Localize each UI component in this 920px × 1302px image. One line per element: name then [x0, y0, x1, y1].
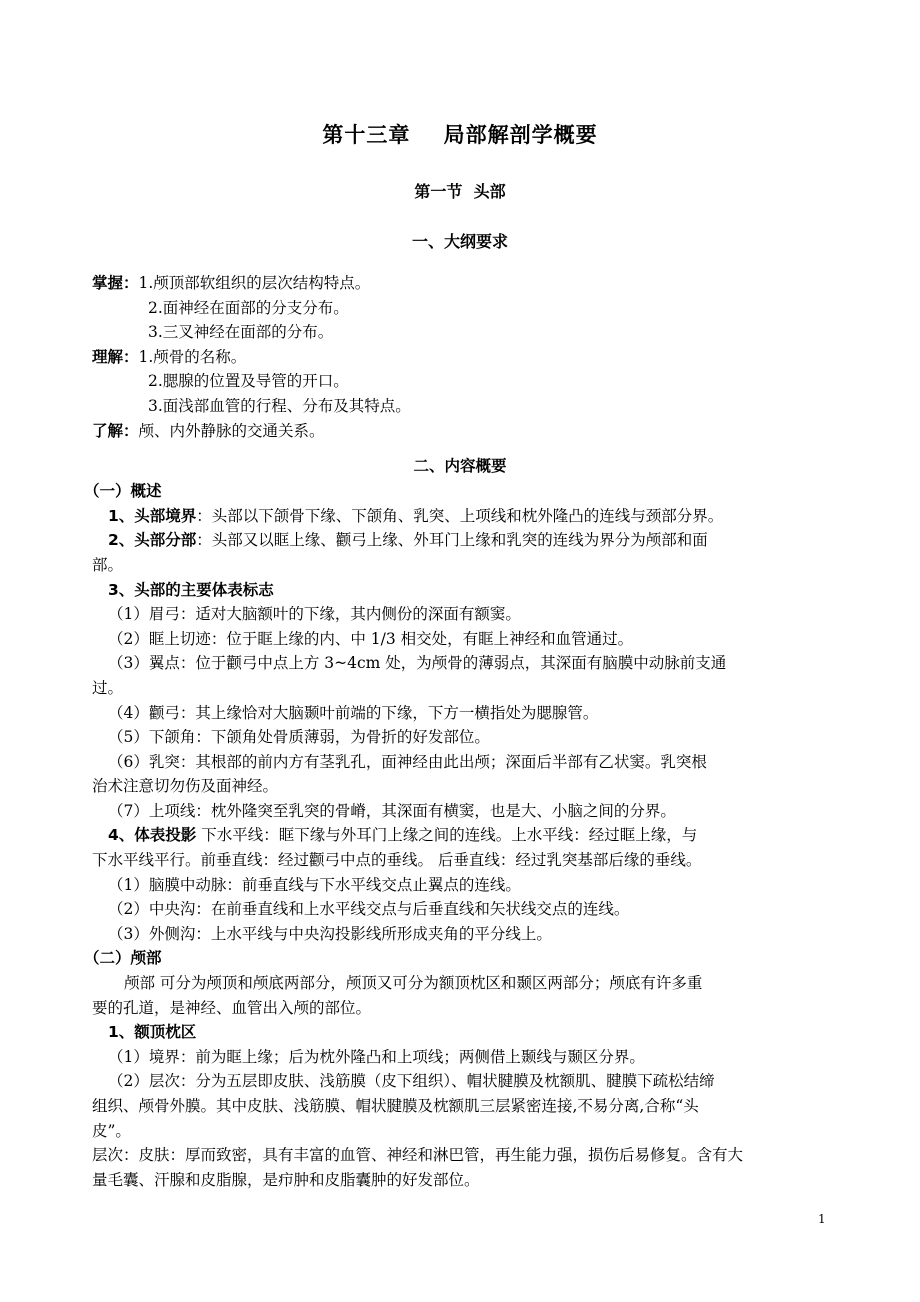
overview-heading: （一）概述 — [84, 482, 162, 501]
outline-understand-2: 2.腮腺的位置及导管的开口。 — [148, 372, 349, 391]
landmarks-heading: 3、头部的主要体表标志 — [108, 580, 274, 599]
cranium-item-cont: 组织、颅骨外膜。其中皮肤、浅筋膜、帽状腱膜及枕额肌三层紧密连接,不易分离,合称“头 — [92, 1097, 699, 1115]
outline-master-2: 2.面神经在面部的分支分布。 — [148, 298, 349, 317]
body-text — [84, 271, 830, 1192]
boundary-paragraph: 1、头部境界：头部以下颌骨下缘、下颌角、乳突、上项线和枕外隆凸的连线与颈部分界。 — [108, 506, 724, 525]
outline-heading: 一、大纲要求 — [411, 232, 508, 251]
landmark-item: （4）颧弓：其上缘恰对大脑颞叶前端的下缘，下方一横指处为腮腺管。 — [108, 703, 599, 722]
chapter-title: 第十三章 局部解剖学概要 — [322, 123, 598, 147]
landmark-item: （6）乳突：其根部的前内方有茎乳孔，面神经由此出颅；深面后半部有乙状窦。乳突根 — [108, 752, 707, 771]
landmark-item-cont: 过。 — [92, 678, 124, 697]
cranium-item: （1）境界：前为眶上缘；后为枕外隆凸和上项线；两侧借上颞线与颞区分界。 — [108, 1047, 645, 1066]
landmark-item: （2）眶上切迹：位于眶上缘的内、中 1/3 相交处，有眶上神经和血管通过。 — [108, 629, 634, 648]
section-title: 第一节 头部 — [414, 182, 506, 201]
landmark-item: （1）眉弓：适对大脑额叶的下缘，其内侧份的深面有额窦。 — [108, 605, 521, 624]
outline-master-3: 3.三叉神经在面部的分布。 — [148, 323, 334, 342]
cranium-item-cont: 皮”。 — [92, 1121, 131, 1140]
cranium-heading: （二）颅部 — [84, 949, 162, 968]
page-number: 1 — [818, 1212, 826, 1226]
outline-know: 了解：颅、内外静脉的交通关系。 — [92, 421, 325, 440]
projection-paragraph: 4、体表投影 下水平线：眶下缘与外耳门上缘之间的连线。上水平线：经过眶上缘，与 — [108, 826, 698, 845]
cranium-item: （2）层次：分为五层即皮肤、浅筋膜（皮下组织）、帽状腱膜及枕额肌、腱膜下疏松结缔 — [108, 1072, 715, 1091]
cranium-intro-cont: 要的孔道，是神经、血管出入颅的部位。 — [92, 998, 372, 1017]
landmark-item: （5）下颌角：下颌角处骨质薄弱，为骨折的好发部位。 — [108, 728, 490, 747]
frontoparietal-heading: 1、额顶枕区 — [108, 1023, 197, 1042]
landmark-item-cont: 治术注意切勿伤及面神经。 — [92, 777, 279, 796]
outline-understand-1: 理解：1.颅骨的名称。 — [92, 347, 247, 366]
projection-item: （1）脑膜中动脉：前垂直线与下水平线交点止翼点的连线。 — [108, 875, 521, 894]
projection-item: （3）外侧沟：上水平线与中央沟投影线所形成夹角的平分线上。 — [108, 924, 552, 943]
cranium-intro: 颅部 可分为颅顶和颅底两部分，颅顶又可分为额顶枕区和颞区两部分；颅底有许多重 — [124, 974, 703, 993]
layers-paragraph: 层次：皮肤：厚而致密，具有丰富的血管、神经和淋巴管，再生能力强，损伤后易修复。含有大 — [92, 1146, 744, 1165]
projection-item: （2）中央沟：在前垂直线和上水平线交点与后垂直线和矢状线交点的连线。 — [108, 900, 630, 919]
layers-paragraph-cont: 量毛囊、汗腺和皮脂腺，是疖肿和皮脂囊肿的好发部位。 — [92, 1170, 480, 1189]
landmark-item: （7）上项线：枕外隆突至乳突的骨嵴，其深面有横窦，也是大、小脑之间的分界。 — [108, 801, 676, 820]
outline-master-1: 掌握：1.颅顶部软组织的层次结构特点。 — [92, 274, 371, 292]
division-paragraph: 2、头部分部：头部又以眶上缘、颧弓上缘、外耳门上缘和乳突的连线为界分为颅部和面 — [108, 531, 708, 550]
division-paragraph-cont: 部。 — [92, 555, 124, 574]
outline-understand-3: 3.面浅部血管的行程、分布及其特点。 — [148, 396, 411, 415]
landmark-item: （3）翼点：位于颧弓中点上方 3~4cm 处，为颅骨的薄弱点，其深面有脑膜中动脉前支通 — [108, 654, 727, 673]
content-heading: 二、内容概要 — [413, 457, 507, 476]
projection-paragraph-cont: 下水平线平行。前垂直线：经过颧弓中点的垂线。 后垂直线：经过乳突基部后缘的垂线。 — [92, 851, 702, 870]
